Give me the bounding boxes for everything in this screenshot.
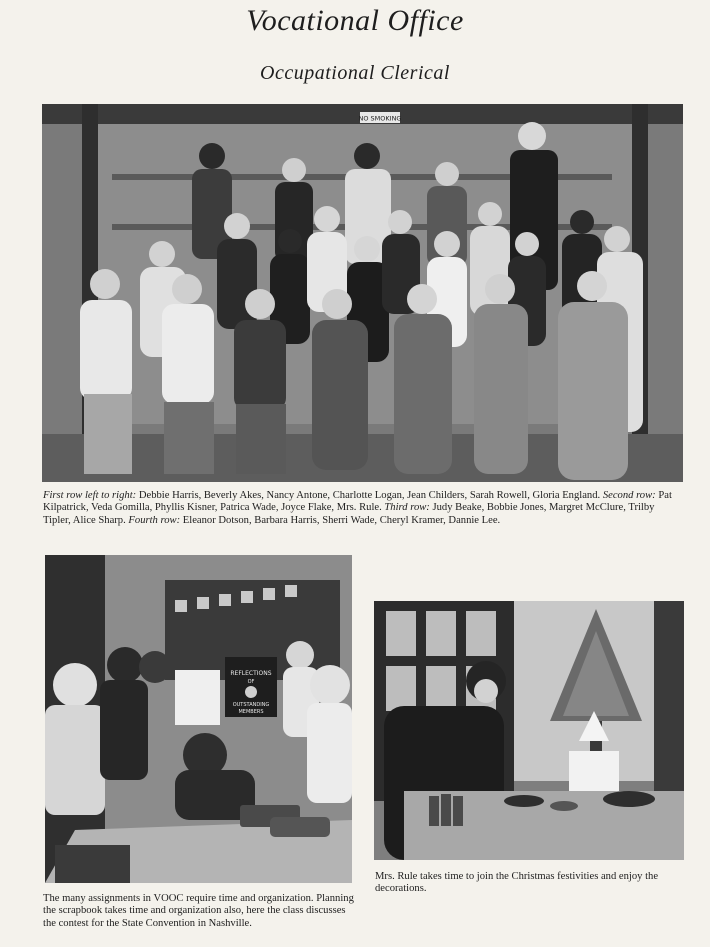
group-photo [42,104,683,482]
group-photo-caption [43,490,683,527]
scrapbook-caption: The many assignments in VOOC require time and organization. Planning the scrapbook takes time and organization also, here the class discusses the contest for the State Convention in Nashville. [43,893,354,929]
scrapbook-sign-line3: OUTSTANDING [232,702,270,708]
page-subtitle: Occupational Clerical [260,62,450,84]
caption-row4-label: Fourth row: [128,514,181,526]
christmas-caption: Mrs. Rule takes time to join the Christmas festivities and enjoy the decorations. [375,871,659,895]
scrapbook-sign-line4: MEMBERS [238,709,264,715]
christmas-photo-image [374,601,684,860]
caption-row3-names: Judy Beake, Bobbie Jones, Margret McClure, Trilby Tipler, Alice Sharp. [43,502,655,526]
caption-row1-label: First row left to right: [43,490,137,501]
page-title: Vocational Office [246,4,464,37]
caption-row1-names: Debbie Harris, Beverly Akes, Nancy Antone, Charlotte Logan, Jean Childers, Sarah Rowell, Gloria England. [138,490,601,501]
christmas-photo [374,601,684,860]
caption-row4-names: Eleanor Dotson, Barbara Harris, Sherri Wade, Cheryl Kramer, Dannie Lee. [182,514,501,526]
caption-row2-label: Second row: [602,490,656,501]
caption-row3-label: Third row: [384,502,430,514]
scrapbook-photo-image [45,555,352,883]
no-smoking-sign: NO SMOKING [358,114,402,123]
scrapbook-photo [45,555,352,883]
scrapbook-sign-line1: REFLECTIONS [230,670,272,677]
scrapbook-sign-line2: OF [247,679,255,685]
caption-row2-names: Pat Kilpatrick, Veda Gomilla, Phyllis Kisner, Patrica Wade, Joyce Flake, Mrs. Rule. [43,490,672,514]
group-photo-image [42,104,683,482]
